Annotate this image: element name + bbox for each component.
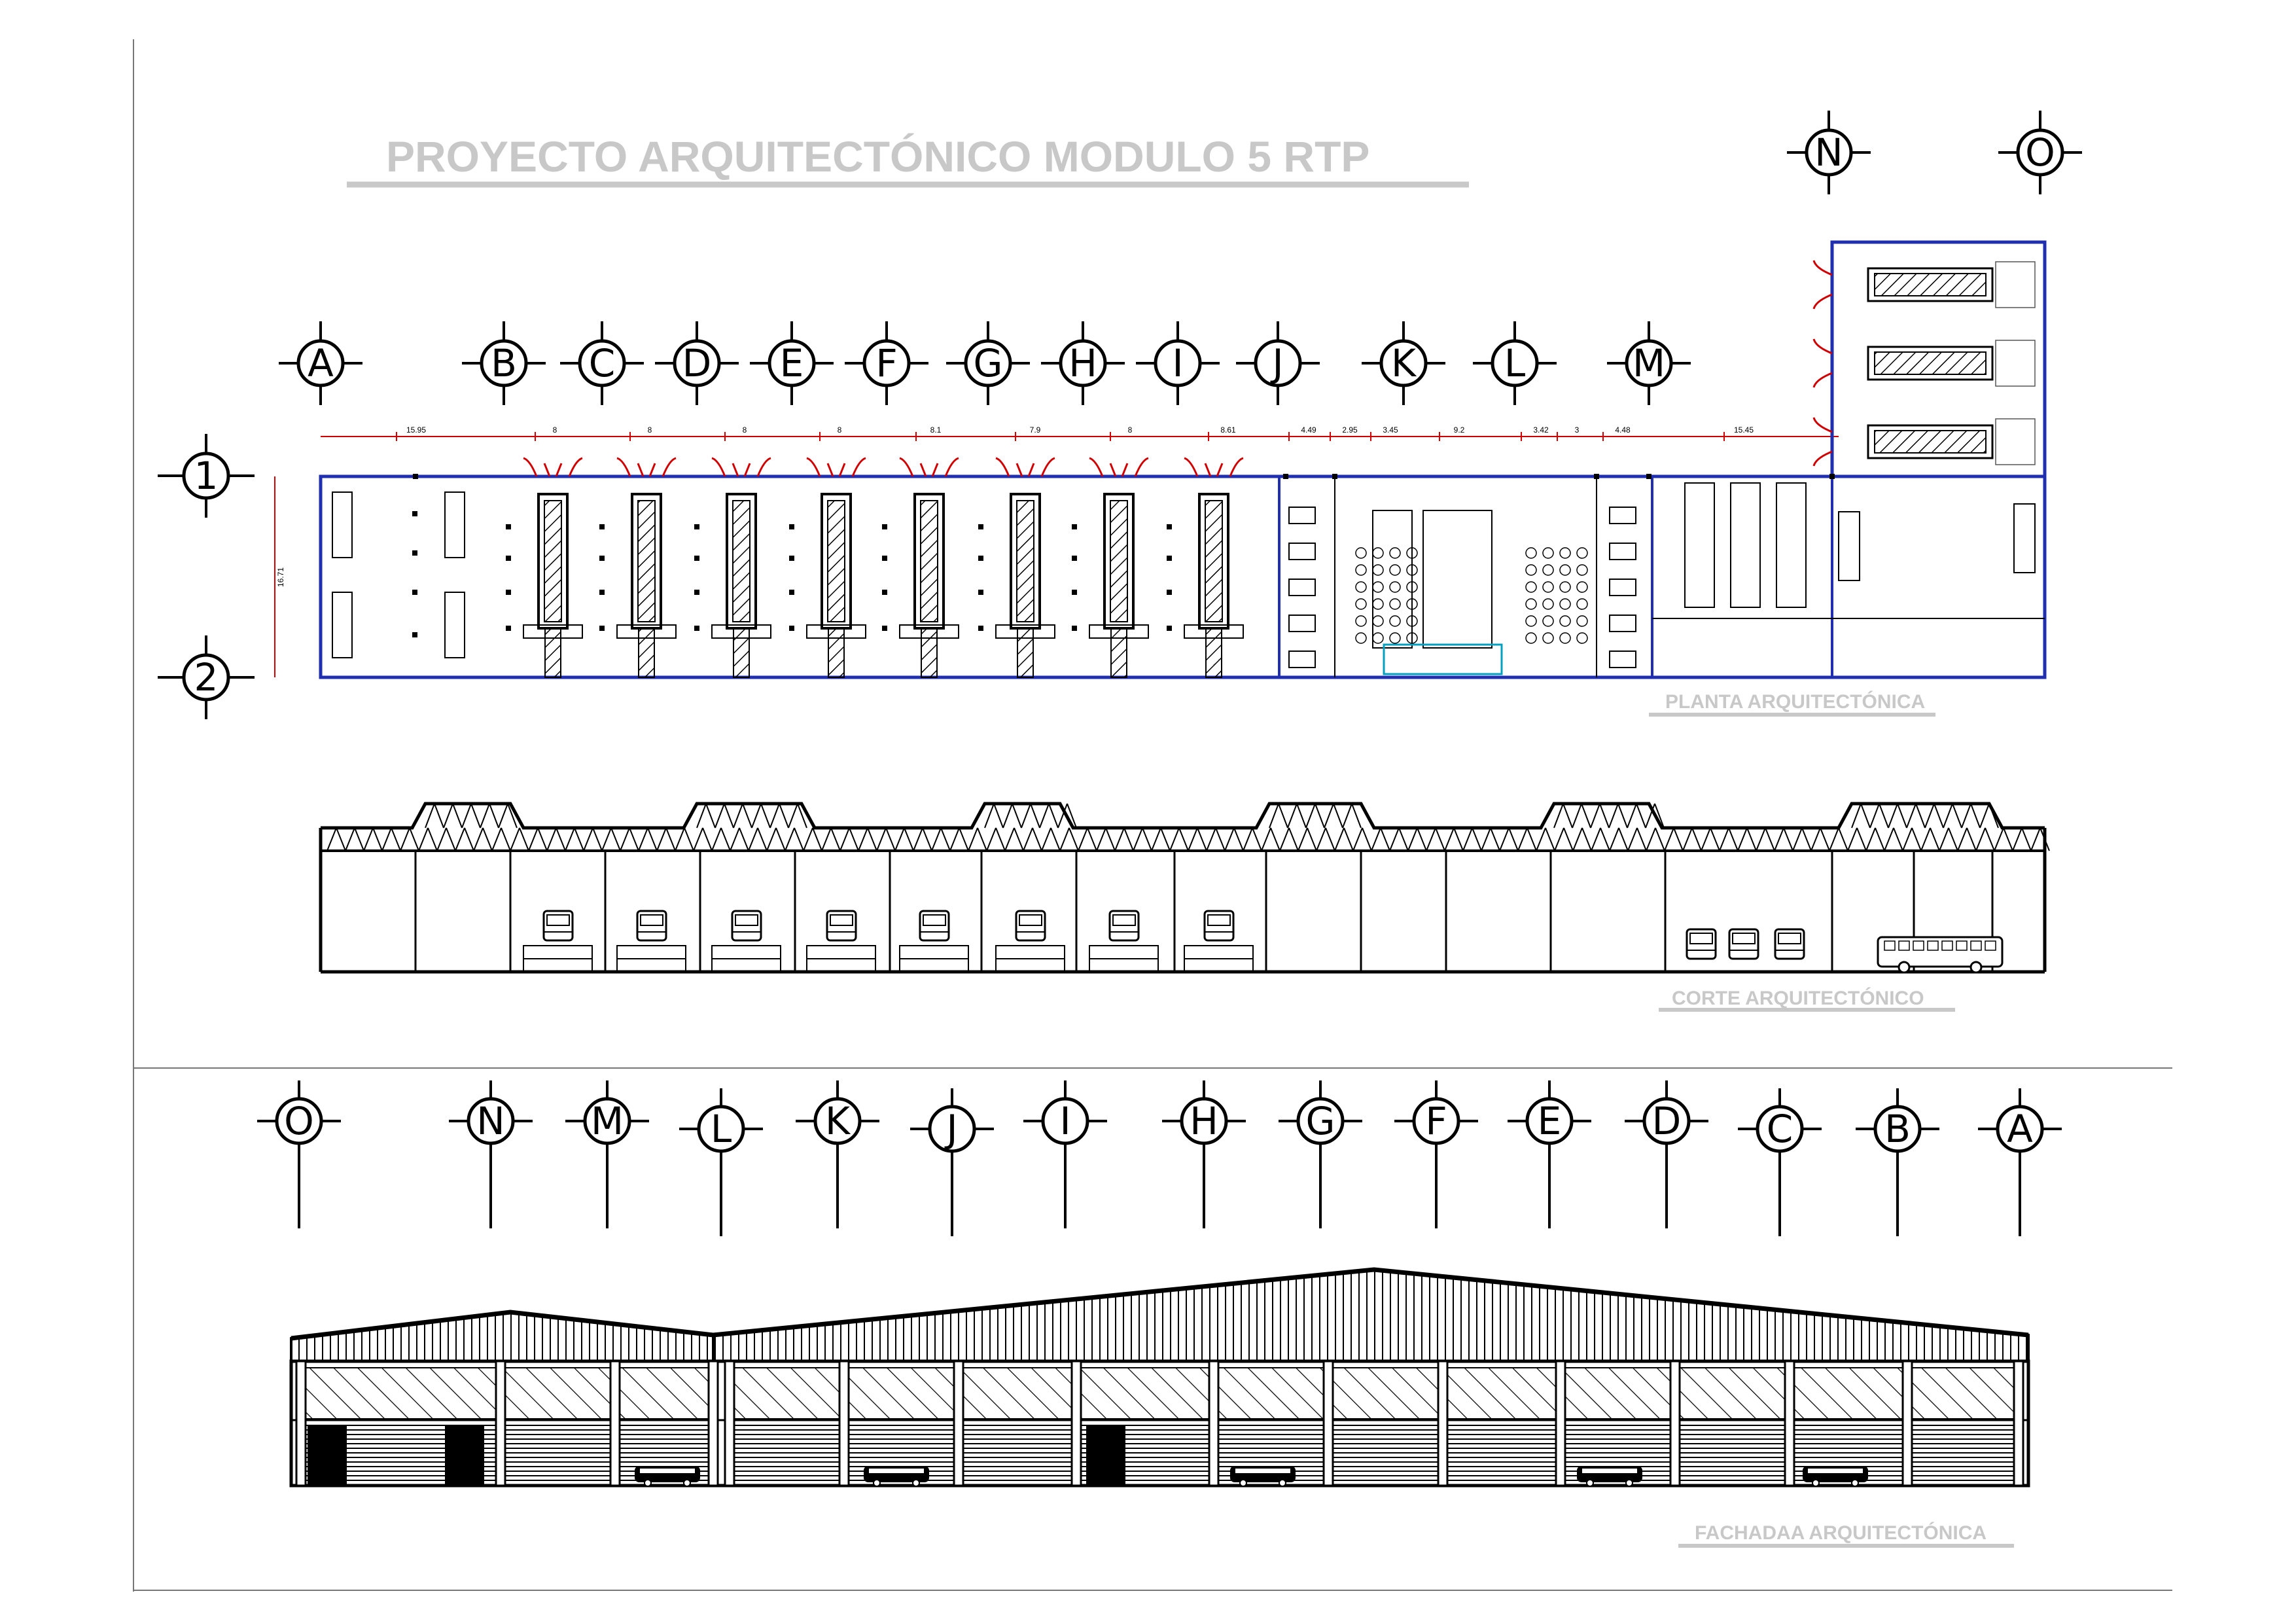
bus-front-icon bbox=[1729, 929, 1758, 959]
bus-front-icon bbox=[920, 911, 949, 940]
dimension-label: 8 bbox=[552, 425, 557, 435]
bus-side-icon bbox=[1878, 937, 2002, 972]
facade-axis-n-1-label: N bbox=[476, 1099, 505, 1143]
plan-axis-j-label: J bbox=[1272, 341, 1284, 385]
plan-axis-m bbox=[1607, 321, 1691, 405]
plan-axis-b bbox=[462, 321, 546, 405]
dimension-label: 15.45 bbox=[1733, 425, 1754, 435]
plan-axis-markers bbox=[279, 321, 1691, 405]
dimension-label: 8 bbox=[742, 425, 747, 435]
dimension-label: 8 bbox=[1127, 425, 1133, 435]
facade-axis-j-5 bbox=[910, 1088, 994, 1236]
dimension-label: 3.45 bbox=[1383, 425, 1398, 435]
plan-axis-a-label: A bbox=[308, 341, 334, 385]
facade-axis-e-10 bbox=[1508, 1080, 1591, 1228]
row-axis-2-label: 2 bbox=[194, 655, 219, 700]
bus-front-icon bbox=[637, 911, 666, 940]
facade-axis-e-10-label: E bbox=[1537, 1099, 1562, 1143]
facade-axis-a-14 bbox=[1978, 1088, 2062, 1236]
row-axis-1-label: 1 bbox=[194, 454, 219, 498]
dimension-label: 3.42 bbox=[1533, 425, 1549, 435]
plan-axis-c bbox=[560, 321, 644, 405]
facade-axis-i-6-label: I bbox=[1059, 1099, 1071, 1143]
bus-front-icon bbox=[1205, 911, 1233, 940]
dimension-label: 8 bbox=[837, 425, 842, 435]
facade-axis-c-12-label: C bbox=[1766, 1107, 1793, 1151]
facade-axis-o-0-label: O bbox=[284, 1099, 314, 1143]
plan-axis-g bbox=[946, 321, 1030, 405]
bus-front-icon bbox=[1016, 911, 1045, 940]
dimension-chain bbox=[275, 425, 1839, 677]
fachada-title: FACHADAA ARQUITECTÓNICA bbox=[1695, 1522, 1987, 1544]
facade-axis-j-5-label: J bbox=[946, 1107, 958, 1151]
facade-axis-f-9-label: F bbox=[1425, 1099, 1447, 1143]
plan-axis-j bbox=[1236, 321, 1320, 405]
facade-axis-b-13 bbox=[1856, 1088, 1939, 1236]
plan-axis-i-label: I bbox=[1172, 341, 1184, 385]
facade-axis-h-7-label: H bbox=[1190, 1099, 1218, 1143]
facade-axis-i-6 bbox=[1023, 1080, 1107, 1228]
facade-drawing bbox=[291, 1270, 2028, 1486]
dimension-label: 8.1 bbox=[930, 425, 942, 435]
corte-title: CORTE ARQUITECTÓNICO bbox=[1672, 988, 1924, 1009]
plan-axis-top-o bbox=[1998, 111, 2082, 194]
facade-axis-g-8-label: G bbox=[1305, 1099, 1335, 1143]
bus-front-icon bbox=[1775, 929, 1804, 959]
plan-axis-f-label: F bbox=[875, 341, 898, 385]
plan-axis-b-label: B bbox=[491, 341, 517, 385]
facade-axis-b-13-label: B bbox=[1884, 1107, 1911, 1151]
plan-axis-l bbox=[1473, 321, 1557, 405]
plan-axis-a bbox=[279, 321, 362, 405]
dimension-label: 2.95 bbox=[1342, 425, 1358, 435]
plan-axis-e-label: E bbox=[779, 341, 804, 385]
facade-axis-m-2-label: M bbox=[590, 1099, 624, 1143]
plan-axis-f bbox=[845, 321, 928, 405]
plan-axis-l-label: L bbox=[1504, 341, 1526, 385]
facade-axis-n-1 bbox=[449, 1080, 533, 1228]
facade-axis-h-7 bbox=[1162, 1080, 1246, 1228]
facade-axis-o-0 bbox=[257, 1080, 341, 1228]
plan-axis-e bbox=[750, 321, 834, 405]
bus-front-icon bbox=[544, 911, 573, 940]
bus-front-icon bbox=[1110, 911, 1139, 940]
plan-axis-top-n-label: N bbox=[1814, 130, 1843, 175]
bus-front-icon bbox=[1687, 929, 1716, 959]
dimension-label: 3 bbox=[1574, 425, 1580, 435]
dimension-label: 8.61 bbox=[1220, 425, 1236, 435]
facade-axis-m-2 bbox=[565, 1080, 649, 1228]
row-axis-2 bbox=[158, 635, 255, 719]
facade-axis-f-9 bbox=[1394, 1080, 1478, 1228]
facade-axis-d-11 bbox=[1625, 1080, 1708, 1228]
bus-front-icon bbox=[827, 911, 856, 940]
facade-axis-markers bbox=[257, 1080, 2062, 1236]
row-axis-markers bbox=[158, 434, 255, 719]
plan-axis-i bbox=[1136, 321, 1220, 405]
plan-axis-h-label: H bbox=[1069, 341, 1097, 385]
facade-axis-c-12 bbox=[1738, 1088, 1822, 1236]
row-axis-1 bbox=[158, 434, 255, 518]
plan-axis-c-label: C bbox=[588, 341, 616, 385]
plan-axis-top-o-label: O bbox=[2025, 130, 2055, 175]
plan-axis-markers-top bbox=[1787, 111, 2082, 194]
facade-axis-d-11-label: D bbox=[1651, 1099, 1682, 1143]
facade-axis-k-4 bbox=[796, 1080, 879, 1228]
plan-axis-k bbox=[1362, 321, 1445, 405]
plan-axis-k-label: K bbox=[1390, 341, 1417, 385]
plan-axis-d-label: D bbox=[682, 341, 712, 385]
plan-axis-g-label: G bbox=[973, 341, 1003, 385]
facade-axis-l-3 bbox=[679, 1088, 763, 1236]
dimension-label: 4.49 bbox=[1301, 425, 1316, 435]
depth-dimension: 16.71 bbox=[276, 567, 285, 588]
floor-plan bbox=[321, 242, 2045, 677]
dimension-label: 9.2 bbox=[1453, 425, 1465, 435]
plan-axis-m-label: M bbox=[1632, 341, 1666, 385]
facade-axis-a-14-label: A bbox=[2007, 1107, 2033, 1151]
facade-axis-k-4-label: K bbox=[824, 1099, 851, 1143]
dimension-label: 4.48 bbox=[1615, 425, 1631, 435]
plan-axis-h bbox=[1041, 321, 1125, 405]
section-drawing bbox=[321, 804, 2049, 972]
dimension-label: 8 bbox=[647, 425, 652, 435]
dimension-label: 7.9 bbox=[1029, 425, 1041, 435]
project-title: PROYECTO ARQUITECTÓNICO MODULO 5 RTP bbox=[386, 132, 1370, 181]
planta-title: PLANTA ARQUITECTÓNICA bbox=[1665, 691, 1926, 713]
facade-axis-l-3-label: L bbox=[710, 1107, 732, 1151]
facade-axis-g-8 bbox=[1279, 1080, 1362, 1228]
bus-front-icon bbox=[732, 911, 761, 940]
plan-axis-top-n bbox=[1787, 111, 1871, 194]
plan-axis-d bbox=[655, 321, 739, 405]
dimension-label: 15.95 bbox=[406, 425, 427, 435]
